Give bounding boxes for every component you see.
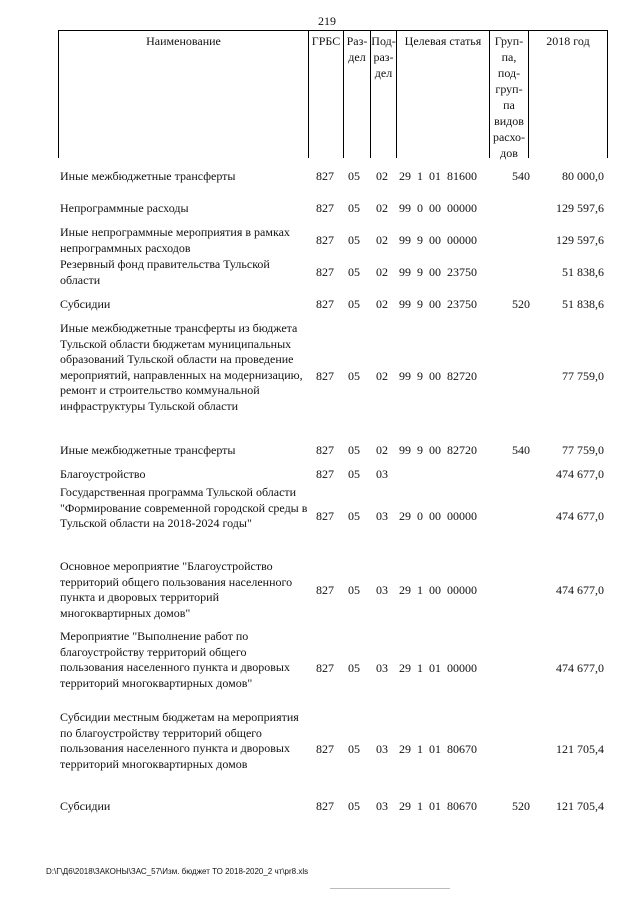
row-grbs: 827 — [316, 443, 334, 457]
row-grbs: 827 — [316, 265, 334, 279]
row-name: Иные межбюджетные трансферты — [60, 169, 236, 183]
row-razdel: 05 — [348, 509, 360, 523]
row-name: Мероприятие "Выполнение работ по благоустройству территорий общего пользования населенного пункта и дворовых территорий многоквартирных домов" — [60, 629, 290, 690]
row-razdel: 05 — [348, 799, 360, 813]
row-podrazdel: 03 — [376, 467, 388, 481]
row-grbs: 827 — [316, 742, 334, 756]
row-amount: 77 759,0 — [562, 369, 604, 383]
row-amount: 51 838,6 — [562, 297, 604, 311]
row-target: 99 0 00 00000 — [399, 201, 477, 215]
row-target: 99 9 00 82720 — [399, 369, 477, 383]
row-podrazdel: 03 — [376, 661, 388, 675]
header-razdel-label: Раз-дел — [346, 34, 368, 64]
row-grbs: 827 — [316, 201, 334, 215]
header-year-label: 2018 год — [546, 34, 590, 48]
row-group: 520 — [512, 799, 530, 813]
row-amount: 121 705,4 — [556, 799, 604, 813]
row-amount: 51 838,6 — [562, 265, 604, 279]
row-grbs: 827 — [316, 509, 334, 523]
row-razdel: 05 — [348, 201, 360, 215]
row-target: 29 1 01 80670 — [399, 799, 477, 813]
row-podrazdel: 02 — [376, 201, 388, 215]
row-grbs: 827 — [316, 233, 334, 247]
row-name: Иные непрограммные мероприятия в рамках непрограммных расходов — [60, 225, 290, 255]
row-group: 540 — [512, 169, 530, 183]
header-target — [396, 30, 490, 158]
row-name: Непрограммные расходы — [60, 201, 189, 215]
header-podrazdel-label: Под-раз-дел — [371, 34, 396, 80]
row-amount: 474 677,0 — [556, 467, 604, 481]
row-target: 29 1 00 00000 — [399, 583, 477, 597]
row-podrazdel: 02 — [376, 443, 388, 457]
row-amount: 77 759,0 — [562, 443, 604, 457]
row-razdel: 05 — [348, 661, 360, 675]
row-name: Субсидии местным бюджетам на мероприятия по благоустройству территорий общего пользования населенного пункта и дворовых территорий многоквартирных домов — [60, 710, 299, 771]
row-razdel: 05 — [348, 233, 360, 247]
row-razdel: 05 — [348, 467, 360, 481]
header-name — [58, 30, 309, 158]
row-podrazdel: 02 — [376, 297, 388, 311]
row-name: Резервный фонд правительства Тульской области — [60, 257, 270, 287]
header-name-label: Наименование — [146, 34, 221, 48]
file-path-footer: D:\Г\Д6\2018\ЗАКОНЫ\ЗАС_57\Изм. бюджет ТО 2018-2020_2 чт\pr8.xls — [46, 867, 309, 876]
row-razdel: 05 — [348, 583, 360, 597]
row-target: 99 9 00 23750 — [399, 265, 477, 279]
row-podrazdel: 02 — [376, 169, 388, 183]
row-razdel: 05 — [348, 265, 360, 279]
row-grbs: 827 — [316, 369, 334, 383]
row-name: Благоустройство — [60, 467, 146, 481]
header-grbs — [308, 30, 344, 158]
row-amount: 80 000,0 — [562, 169, 604, 183]
row-podrazdel: 03 — [376, 799, 388, 813]
header-year — [528, 30, 608, 158]
row-name: Основное мероприятие "Благоустройство территорий общего пользования населенного пункта и дворовых территорий многоквартирных домов" — [60, 559, 293, 620]
row-target: 99 9 00 00000 — [399, 233, 477, 247]
row-podrazdel: 02 — [376, 265, 388, 279]
row-amount: 474 677,0 — [556, 661, 604, 675]
row-group: 520 — [512, 297, 530, 311]
row-group: 540 — [512, 443, 530, 457]
row-grbs: 827 — [316, 799, 334, 813]
row-amount: 129 597,6 — [556, 233, 604, 247]
row-podrazdel: 03 — [376, 742, 388, 756]
row-name: Иные межбюджетные трансферты из бюджета Тульской области бюджетам муниципальных образований Тульской области на проведение мероприятий, направленных на модернизацию, ремонт и строительство коммунальной инфраструктуры Тульской области — [60, 321, 303, 413]
row-razdel: 05 — [348, 369, 360, 383]
row-podrazdel: 02 — [376, 233, 388, 247]
row-target: 29 1 01 81600 — [399, 169, 477, 183]
row-razdel: 05 — [348, 742, 360, 756]
header-grbs-label: ГРБС — [311, 34, 341, 48]
header-target-label: Целевая статья — [404, 34, 482, 48]
row-podrazdel: 02 — [376, 369, 388, 383]
header-podrazdel — [370, 30, 397, 158]
row-podrazdel: 03 — [376, 583, 388, 597]
header-razdel — [343, 30, 371, 158]
row-amount: 474 677,0 — [556, 509, 604, 523]
scan-artifact-line — [330, 888, 450, 889]
row-grbs: 827 — [316, 297, 334, 311]
row-target: 99 9 00 23750 — [399, 297, 477, 311]
row-amount: 474 677,0 — [556, 583, 604, 597]
row-target: 29 1 01 80670 — [399, 742, 477, 756]
row-grbs: 827 — [316, 169, 334, 183]
row-grbs: 827 — [316, 661, 334, 675]
page-number: 219 — [318, 14, 336, 28]
row-name: Субсидии — [60, 799, 111, 813]
row-target: 99 9 00 82720 — [399, 443, 477, 457]
row-podrazdel: 03 — [376, 509, 388, 523]
row-name: Иные межбюджетные трансферты — [60, 443, 236, 457]
row-grbs: 827 — [316, 467, 334, 481]
row-razdel: 05 — [348, 297, 360, 311]
header-group-label: Груп-па, под-груп-па видов расхо-дов — [492, 34, 526, 160]
header-group — [489, 30, 529, 158]
row-razdel: 05 — [348, 169, 360, 183]
row-target: 29 1 01 00000 — [399, 661, 477, 675]
row-name: Субсидии — [60, 297, 111, 311]
row-name: Государственная программа Тульской области "Формирование современной городской среды в Тульской области на 2018-2024 годы" — [60, 485, 308, 530]
row-grbs: 827 — [316, 583, 334, 597]
row-amount: 129 597,6 — [556, 201, 604, 215]
row-amount: 121 705,4 — [556, 742, 604, 756]
row-razdel: 05 — [348, 443, 360, 457]
row-target: 29 0 00 00000 — [399, 509, 477, 523]
